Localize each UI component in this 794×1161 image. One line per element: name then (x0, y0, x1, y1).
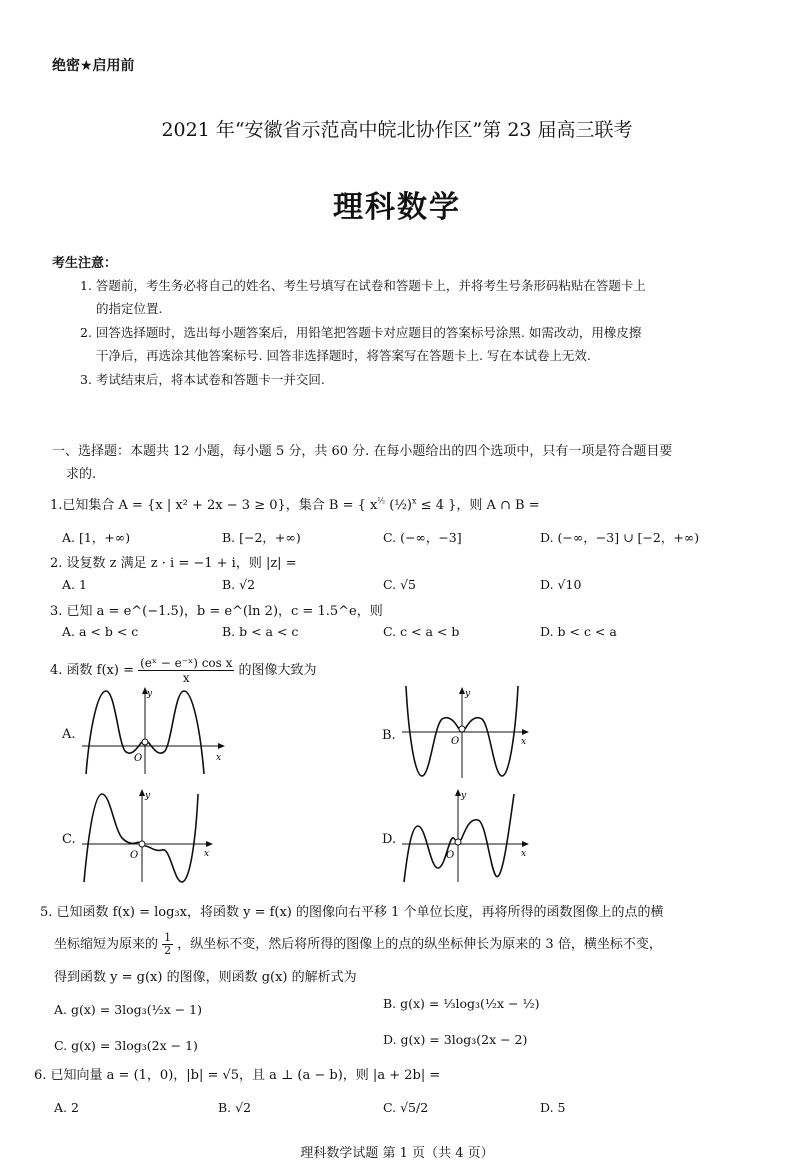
notice-line: 干净后，再选涂其他答案标号. 回答非选择题时，将答案写在答题卡上. 写在本试卷上无效. (96, 348, 591, 363)
q5-option-d: D. g(x) = 3log₃(2x − 2) (383, 1032, 528, 1047)
section-heading: 一、选择题：本题共 12 小题，每小题 5 分，共 60 分. 在每小题给出的四个选项中，只有一项是符合题目要 (52, 444, 673, 459)
q1-option-d: D. (−∞，−3] ∪ [−2，+∞) (540, 530, 700, 545)
question-5-line3: 得到函数 y = g(x) 的图像，则函数 g(x) 的解析式为 (54, 970, 357, 985)
graph-a-x-arrow (218, 743, 225, 749)
q1-stem-part: ，则 A ∩ B = (456, 498, 540, 513)
question-6-stem: 6. 已知向量 a = (1，0)，|b| = √5，且 a ⊥ (a − b)，则 |a + 2b| = (34, 1068, 441, 1083)
q4-stem-part: 4. 函数 f(x) = (50, 663, 139, 678)
graph-d-y-label: y (461, 791, 467, 801)
graph-b-x-label: x (521, 737, 527, 747)
q5-option-c: C. g(x) = 3log₃(2x − 1) (54, 1038, 198, 1053)
graph-c-label: C. (62, 832, 76, 847)
q1-option-b: B. [−2，+∞) (222, 530, 301, 545)
question-4-stem (50, 656, 317, 685)
notice-line: 2. 回答选择题时，选出每小题答案后，用铅笔把答题卡对应题目的答案标号涂黑. 如需改动，用橡皮擦 (80, 325, 642, 340)
graph-d-x-arrow (522, 841, 529, 847)
q3-option-c: C. c < a < b (383, 624, 460, 639)
graph-a-x-label: x (216, 753, 222, 763)
graph-d-origin: O (446, 850, 455, 861)
q6-option-c: C. √5/2 (383, 1100, 429, 1115)
q5-half-num: 1 (164, 931, 172, 944)
graph-b-y-label: y (465, 689, 471, 699)
graph-c-y-label: y (145, 791, 151, 801)
graph-c-x-arrow (206, 841, 213, 847)
q2-option-b: B. √2 (222, 577, 256, 592)
q6-option-d: D. 5 (540, 1100, 566, 1115)
notice-heading: 考生注意： (52, 256, 118, 271)
notice-line: 的指定位置. (96, 301, 163, 316)
question-3-stem: 3. 已知 a = e^(−1.5)，b = e^(ln 2)，c = 1.5^e，则 (50, 604, 383, 619)
question-5-line2 (54, 932, 662, 957)
q5-option-b: B. g(x) = ⅓log₃(½x − ½) (383, 996, 540, 1011)
graph-b-hole (459, 726, 465, 732)
graph-c (80, 788, 230, 884)
graph-c-hole (139, 841, 145, 847)
question-2-stem: 2. 设复数 z 满足 z · i = −1 + i，则 |z| = (50, 556, 297, 571)
graph-a-y-label: y (147, 689, 153, 699)
graph-a-label: A. (62, 727, 76, 742)
subject-title: 理科数学 (333, 190, 461, 225)
q4-numerator: (eˣ − e⁻ˣ) cos x (140, 656, 233, 670)
q5-option-a: A. g(x) = 3log₃(½x − 1) (54, 1002, 202, 1017)
graph-b (398, 686, 538, 780)
graph-c-x-label: x (204, 849, 210, 859)
graph-d (398, 788, 538, 884)
q1-option-c: C. (−∞，−3] (383, 530, 462, 545)
q3-option-a: A. a < b < c (62, 624, 139, 639)
q1-stem-part: 1.已知集合 A = {x | x² + 2x − 3 ≥ 0}，集合 B = (50, 498, 358, 513)
graph-a (80, 686, 230, 776)
q1-option-a: A. [1，+∞) (62, 530, 131, 545)
q5-half-den: 2 (164, 944, 172, 957)
graph-d-label: D. (382, 832, 397, 847)
q6-option-b: B. √2 (218, 1100, 252, 1115)
section-heading-cont: 求的. (66, 467, 97, 482)
notice-line: 3. 考试结束后，将本试卷和答题卡一并交回. (80, 372, 325, 387)
graph-c-curve (84, 794, 198, 882)
q4-denominator: x (182, 671, 190, 685)
q3-option-d: D. b < c < a (540, 624, 617, 639)
graph-d-curve (404, 794, 514, 882)
graph-b-x-arrow (522, 729, 529, 735)
q4-fraction (138, 656, 234, 685)
graph-b-label: B. (382, 728, 396, 743)
q5-line2-part: ，纵坐标不变，然后将所得的图像上的点的纵坐标伸长为原来的 3 倍，横坐标不变， (177, 937, 662, 952)
q6-option-a: A. 2 (54, 1100, 79, 1115)
graph-c-origin: O (130, 850, 139, 861)
exam-title: 2021 年“安徽省示范高中皖北协作区”第 23 届高三联考 (161, 119, 633, 141)
notice-line: 1. 答题前，考生务必将自己的姓名、考生号填写在试卷和答题卡上，并将考生号条形码粘贴在答题卡上 (80, 278, 646, 293)
graph-a-hole (142, 739, 148, 745)
q5-line2-part: 坐标缩短为原来的 (54, 937, 159, 952)
q5-half-fraction (162, 932, 173, 957)
page-footer: 理科数学试题 第 1 页（共 4 页） (300, 1146, 494, 1161)
q1-set-b: { $x^{\frac{1}{2}}$ (½)$^x$ ≤ 4 } (357, 496, 457, 513)
q2-option-d: D. √10 (540, 577, 582, 592)
graph-d-hole (455, 839, 461, 845)
q2-option-c: C. √5 (383, 577, 416, 592)
q4-stem-part: 的图像大致为 (238, 663, 317, 678)
graph-d-x-label: x (521, 849, 527, 859)
q2-option-a: A. 1 (62, 577, 87, 592)
graph-a-origin: O (134, 753, 143, 764)
confidential-label: 绝密★启用前 (52, 58, 135, 74)
question-1-stem (50, 494, 540, 513)
graph-b-origin: O (451, 736, 460, 747)
question-5-line1: 5. 已知函数 f(x) = log₃x，将函数 y = f(x) 的图像向右平移 1 个单位长度，再将所得的函数图像上的点的横 (40, 905, 664, 920)
q3-option-b: B. b < a < c (222, 624, 299, 639)
